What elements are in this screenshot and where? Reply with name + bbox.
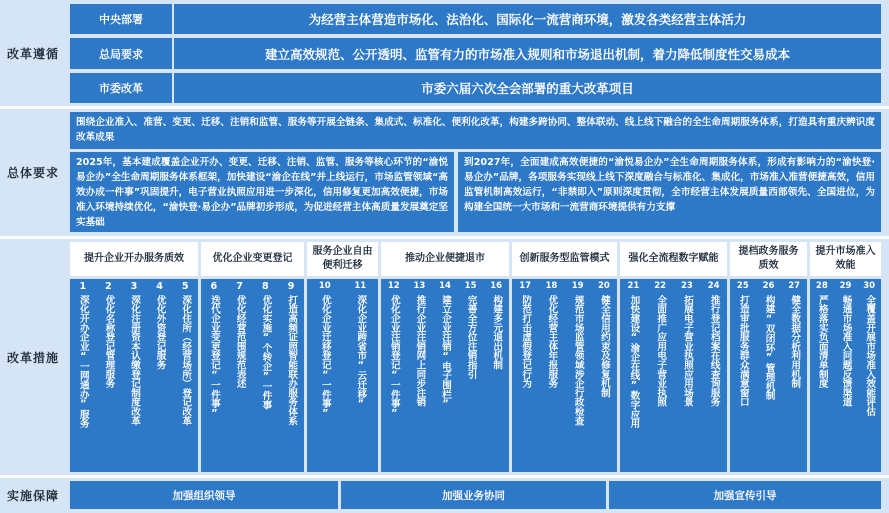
measure-item xyxy=(439,281,451,410)
measure-item xyxy=(572,281,584,426)
measure-item-text: 建立企业注销“电子围栏” xyxy=(440,295,451,410)
measure-item-text: 加快建设“渝企在线”数字应用 xyxy=(628,295,640,429)
measure-item-text: 迭代企业变更登记“一件事” xyxy=(208,295,220,419)
goal-2027: 到2027年，全面建成高效便捷的“渝悦易企办”全生命周期服务体系，形成有影响力的“渝快登·易企办”品牌，各项服务实现线上线下深度融合与标准化、集成化，市场准入准营便捷高效，信用监管机制高效运行，“非禁即入”原则深度贯彻，全市经营主体发展质量西部领先、全国进位，为构建全国统一大市场和一流营商环境提供有力支撑 xyxy=(458,152,881,232)
measure-item xyxy=(208,281,220,419)
measure-item xyxy=(154,281,166,370)
measure-category-title: 提升市场准入效能 xyxy=(810,242,881,276)
measure-category-items xyxy=(201,279,304,472)
measure-item-number: 22 xyxy=(654,281,667,291)
measure-item xyxy=(816,281,828,388)
measure-item-number: 21 xyxy=(627,281,640,291)
guarantee-publicity: 加强宣传引导 xyxy=(609,481,881,509)
guarantee-label: 实施保障 xyxy=(6,489,59,503)
measure-item-text: 全覆盖开展市场准入效能评估 xyxy=(864,295,876,417)
measure-item-text: 优化经营范围规范表述 xyxy=(234,295,246,389)
measure-item xyxy=(77,281,89,428)
measure-item xyxy=(545,281,557,388)
basis-text-central: 为经营主体营造市场化、法治化、国际化一流营商环境，激发各类经营主体活力 xyxy=(174,4,881,34)
measure-item-number: 16 xyxy=(490,281,503,291)
measure-item xyxy=(465,281,477,379)
measure-item-text: 全面推广应用电子营业执照 xyxy=(655,295,667,407)
measure-item-number: 23 xyxy=(680,281,693,291)
measure-item-number: 17 xyxy=(519,281,532,291)
measure-item-text: 优化外资登记服务 xyxy=(154,295,166,370)
measure-item-number: 7 xyxy=(236,281,243,292)
measure-item-number: 2 xyxy=(105,281,112,292)
measure-item xyxy=(763,281,775,400)
measure-item-text: 推行登记档案在线查询服务 xyxy=(708,295,720,407)
measure-category-items xyxy=(810,279,881,472)
measure-item xyxy=(708,281,720,407)
measure-item-text: 构建“双闭环”管理机制 xyxy=(763,295,775,401)
measure-item-number: 18 xyxy=(545,281,558,291)
measure-item xyxy=(788,281,800,388)
measure-item xyxy=(598,281,610,398)
measure-item-text: 打造高频证照智能联办服务体系 xyxy=(286,295,298,426)
goal-2025: 2025年，基本建成覆盖企业开办、变更、迁移、注销、监管、服务等核心环节的“渝悦易企办”全生命周期服务体系框架，加快建设“渝企在线”并上线运行，市场监管领域“高效办成一件事”巩固提升，电子营业执照应用进一步深化，信用修复更加高效便捷，市场准入环境持续优化，“渝快登·易企办”品牌初步形成，为促进经营主体高质量发展奠定坚实基础 xyxy=(70,152,454,232)
measure-item xyxy=(519,281,531,388)
basis-tag-bureau: 总局要求 xyxy=(70,38,172,69)
measure-item-text: 深化企业跨省市“云迁移” xyxy=(355,295,367,410)
measure-item xyxy=(863,281,875,416)
basis-text-municipal: 市委六届六次全会部署的重大改革项目 xyxy=(174,73,881,103)
measure-item xyxy=(413,281,425,407)
measure-item xyxy=(654,281,666,407)
measure-item-number: 19 xyxy=(571,281,584,291)
measure-item xyxy=(179,281,191,426)
measure-category-items xyxy=(512,279,617,472)
measure-category-title: 优化企业变更登记 xyxy=(201,242,304,276)
measure-item-text: 深化住所（经营场所）登记改革 xyxy=(180,295,192,426)
measure-item xyxy=(102,281,114,388)
measure-item-number: 9 xyxy=(287,281,295,292)
measure-item-number: 27 xyxy=(788,281,801,291)
basis-tag-municipal: 市委改革 xyxy=(70,73,172,103)
measure-item-text: 深化注册资本认缴登记制度改革 xyxy=(129,295,140,426)
measure-item xyxy=(319,281,331,419)
measure-item-text: 严格落实负面清单制度 xyxy=(816,295,828,389)
reform-basis-label: 改革遵循 xyxy=(6,46,59,61)
measure-item-text: 深化开办企业“一网通办”服务 xyxy=(77,295,89,429)
measure-item xyxy=(490,281,502,370)
measure-item-number: 15 xyxy=(464,281,477,291)
measure-category-title: 服务企业自由便利迁移 xyxy=(307,242,378,276)
measure-item-text: 健全数据分析利用机制 xyxy=(789,295,801,389)
measures-label: 改革措施 xyxy=(6,350,59,365)
measure-item-number: 25 xyxy=(736,281,749,291)
measure-item xyxy=(259,281,271,410)
guarantee-business-coordination: 加强业务协同 xyxy=(341,481,606,509)
measure-category-items xyxy=(730,279,807,472)
measure-item-text: 规范市场监管领域涉企行政检查 xyxy=(572,295,584,426)
measure-category-title: 推动企业便捷退市 xyxy=(381,242,509,276)
measure-item-text: 打造审批服务群众满意窗口 xyxy=(737,295,749,407)
measure-item-text: 优化企业迁移登记“一件事” xyxy=(319,295,331,419)
basis-text-bureau: 建立高效规范、公开透明、监管有力的市场准入规则和市场退出机制，着力降低制度性交易成本 xyxy=(174,38,881,69)
measure-item-text: 畅通市场准入问题反馈渠道 xyxy=(840,295,852,407)
measure-category-items xyxy=(307,279,378,472)
measure-item-number: 3 xyxy=(130,281,138,292)
measure-item-number: 14 xyxy=(439,281,451,291)
measure-category-title: 强化全流程数字赋能 xyxy=(620,242,727,276)
measure-category-title: 提升企业开办服务质效 xyxy=(70,242,198,276)
measure-item-number: 1 xyxy=(79,281,87,292)
measure-item-number: 4 xyxy=(156,281,163,292)
measure-item-number: 5 xyxy=(181,281,189,292)
measure-item-text: 优化名称登记管理服务 xyxy=(103,295,115,389)
measure-item-number: 8 xyxy=(262,281,269,292)
measure-item-text: 优化企业注销登记“一件事” xyxy=(388,295,400,419)
measure-item xyxy=(388,281,400,419)
measure-item-text: 完善全方位注销指引 xyxy=(465,295,477,379)
measure-item-text: 构建多元退出机制 xyxy=(491,295,503,370)
measure-item-number: 30 xyxy=(863,281,876,291)
basis-tag-central: 中央部署 xyxy=(70,4,172,34)
overall-intro: 围绕企业准入、准营、变更、迁移、注销和监管、服务等开展全链条、集成式、标准化、便利化改革，构建多跨协同、整体联动、线上线下融合的全生命周期服务体系，打造具有重庆辨识度改革成果 xyxy=(70,112,881,149)
measure-item-number: 24 xyxy=(707,281,720,291)
measure-item-number: 10 xyxy=(318,281,331,291)
measure-category-items xyxy=(70,279,198,472)
measure-item-text: 推行企业注销网上同步注销 xyxy=(414,295,426,407)
measure-item-number: 13 xyxy=(413,281,426,291)
measure-item xyxy=(128,281,140,426)
measure-category-title: 创新服务型监管模式 xyxy=(512,242,617,276)
measure-item xyxy=(840,281,852,407)
measure-item-number: 26 xyxy=(762,281,775,291)
measure-item-number: 11 xyxy=(354,281,367,291)
overall-label: 总体要求 xyxy=(6,166,59,180)
measure-item-text: 优化经营主体年报服务 xyxy=(546,295,558,389)
measure-item-number: 12 xyxy=(387,281,400,291)
measure-item-number: 20 xyxy=(597,281,610,291)
measure-item xyxy=(681,281,693,407)
measure-category-items xyxy=(381,279,509,472)
measure-item-text: 防范打击虚假登记行为 xyxy=(520,295,532,389)
measure-item-text: 优化实施“个转企”一件事 xyxy=(260,295,272,410)
measure-item xyxy=(354,281,366,410)
measure-item-number: 28 xyxy=(815,281,828,291)
measure-item-text: 拓展电子营业执照应用场景 xyxy=(681,295,693,407)
measure-item-number: 29 xyxy=(839,281,852,291)
measure-category-title: 提档政务服务质效 xyxy=(730,242,807,276)
guarantee-organization-leadership: 加强组织领导 xyxy=(70,481,338,509)
measure-item-text: 健全信用约束及修复机制 xyxy=(598,295,610,398)
measure-item-number: 6 xyxy=(210,281,218,292)
measure-item xyxy=(234,281,246,388)
measure-item xyxy=(285,281,297,426)
measure-item xyxy=(627,281,639,428)
measure-category-items xyxy=(620,279,727,472)
measure-item xyxy=(737,281,749,407)
